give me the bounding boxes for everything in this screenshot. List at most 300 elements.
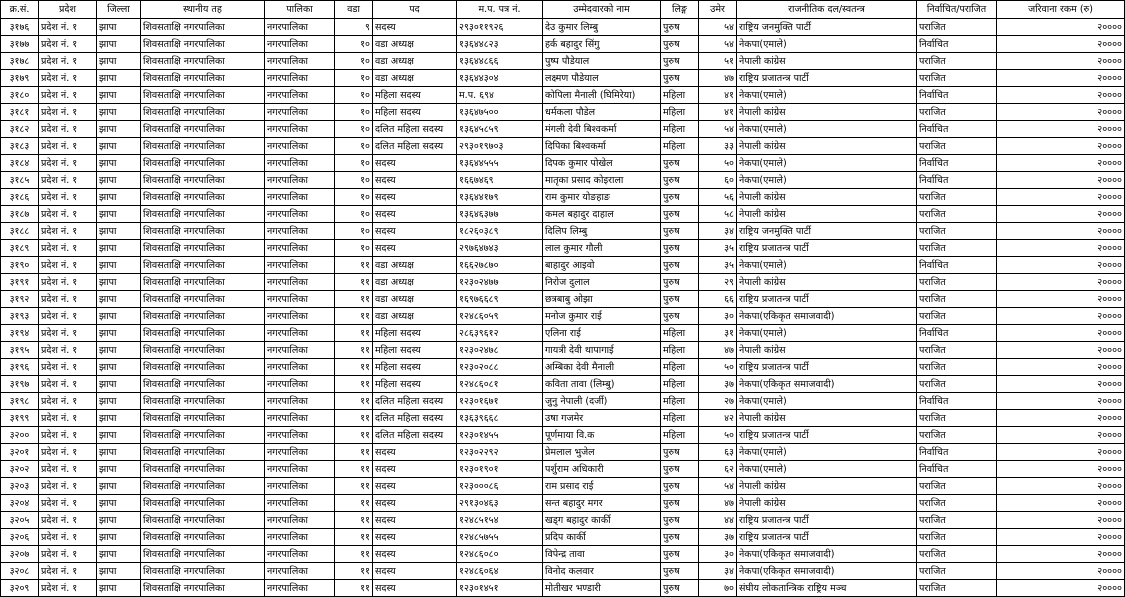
cell-result: पराजित <box>917 291 997 308</box>
table-body <box>1 19 1125 597</box>
cell-candidate-name: निरोज दुलाल <box>543 274 661 291</box>
cell-fine: २०००० <box>997 274 1125 291</box>
cell-ward: ११ <box>335 342 373 359</box>
cell-fine: २०००० <box>997 376 1125 393</box>
cell-gender: महिला <box>661 104 699 121</box>
cell-district: झापा <box>97 172 141 189</box>
cell-gender: पुरुष <box>661 206 699 223</box>
table-row <box>1 427 1125 444</box>
cell-post: दलित महिला सदस्य <box>373 138 457 155</box>
cell-local-level: शिवसताक्षि नगरपालिका <box>141 376 265 393</box>
cell-ward: ११ <box>335 444 373 461</box>
cell-result: पराजित <box>917 189 997 206</box>
header-district: जिल्ला <box>97 1 141 19</box>
cell-gender: पुरुष <box>661 155 699 172</box>
cell-age: ५८ <box>699 206 737 223</box>
cell-municipality-type: नगरपालिका <box>265 342 335 359</box>
cell-local-level: शिवसताक्षि नगरपालिका <box>141 580 265 597</box>
cell-result: निर्वाचित <box>917 172 997 189</box>
cell-fine: २०००० <box>997 291 1125 308</box>
cell-municipality-type: नगरपालिका <box>265 461 335 478</box>
cell-district: झापा <box>97 444 141 461</box>
cell-local-level: शिवसताक्षि नगरपालिका <box>141 427 265 444</box>
cell-municipality-type: नगरपालिका <box>265 70 335 87</box>
cell-gender: महिला <box>661 427 699 444</box>
cell-fine: २०००० <box>997 444 1125 461</box>
cell-district: झापा <box>97 546 141 563</box>
cell-post: सदस्य <box>373 478 457 495</box>
cell-party: नेकपा(एमाले) <box>737 87 917 104</box>
cell-party: नेकपा(एकिकृत समाजवादी) <box>737 546 917 563</box>
cell-municipality-type: नगरपालिका <box>265 393 335 410</box>
table-row <box>1 223 1125 240</box>
cell-gender: पुरुष <box>661 53 699 70</box>
cell-candidate-name: राम प्रसाद राई <box>543 478 661 495</box>
cell-local-level: शिवसताक्षि नगरपालिका <box>141 342 265 359</box>
cell-fine: २०००० <box>997 359 1125 376</box>
cell-municipality-type: नगरपालिका <box>265 104 335 121</box>
table-row <box>1 461 1125 478</box>
cell-province: प्रदेश नं. १ <box>39 376 97 393</box>
cell-party: नेकपा(एकिकृत समाजवादी) <box>737 308 917 325</box>
cell-ward: ११ <box>335 512 373 529</box>
table-row <box>1 393 1125 410</box>
cell-municipality-type: नगरपालिका <box>265 546 335 563</box>
cell-party: नेकपा(एकिकृत समाजवादी) <box>737 376 917 393</box>
cell-province: प्रदेश नं. १ <box>39 291 97 308</box>
cell-serial: ३२०२ <box>1 461 39 478</box>
cell-district: झापा <box>97 155 141 172</box>
cell-party: राष्ट्रिय जनमुक्ति पार्टी <box>737 223 917 240</box>
cell-age: ६६ <box>699 291 737 308</box>
table-row <box>1 257 1125 274</box>
cell-age: ३० <box>699 308 737 325</box>
cell-result: पराजित <box>917 529 997 546</box>
cell-result: पराजित <box>917 342 997 359</box>
header-result: निर्वाचित/पराजित <box>917 1 997 19</box>
cell-fine: २०००० <box>997 580 1125 597</box>
cell-voter-id: २९७६४७४३ <box>457 240 543 257</box>
cell-municipality-type: नगरपालिका <box>265 274 335 291</box>
cell-candidate-name: दिपक कुमार पोखेल <box>543 155 661 172</box>
cell-district: झापा <box>97 274 141 291</box>
cell-gender: पुरुष <box>661 19 699 36</box>
cell-serial: ३१८७ <box>1 206 39 223</box>
cell-ward: ११ <box>335 580 373 597</box>
cell-gender: पुरुष <box>661 36 699 53</box>
cell-age: ४७ <box>699 70 737 87</box>
cell-district: झापा <box>97 138 141 155</box>
cell-fine: २०००० <box>997 308 1125 325</box>
cell-municipality-type: नगरपालिका <box>265 325 335 342</box>
cell-candidate-name: राम कुमार योङहाङ <box>543 189 661 206</box>
cell-result: पराजित <box>917 580 997 597</box>
cell-municipality-type: नगरपालिका <box>265 121 335 138</box>
cell-local-level: शिवसताक्षि नगरपालिका <box>141 172 265 189</box>
cell-post: वडा अध्यक्ष <box>373 257 457 274</box>
cell-fine: २०००० <box>997 36 1125 53</box>
cell-municipality-type: नगरपालिका <box>265 240 335 257</box>
cell-fine: २०००० <box>997 461 1125 478</box>
cell-district: झापा <box>97 529 141 546</box>
cell-district: झापा <box>97 240 141 257</box>
cell-local-level: शिवसताक्षि नगरपालिका <box>141 512 265 529</box>
cell-local-level: शिवसताक्षि नगरपालिका <box>141 291 265 308</box>
cell-result: पराजित <box>917 223 997 240</box>
cell-post: सदस्य <box>373 240 457 257</box>
cell-age: ७० <box>699 580 737 597</box>
cell-candidate-name: प्रदिप कार्की <box>543 529 661 546</box>
cell-voter-id: १३६३९६६८ <box>457 410 543 427</box>
cell-gender: महिला <box>661 359 699 376</box>
cell-candidate-name: धर्मकला पौडेल <box>543 104 661 121</box>
cell-local-level: शिवसताक्षि नगरपालिका <box>141 308 265 325</box>
cell-municipality-type: नगरपालिका <box>265 512 335 529</box>
cell-municipality-type: नगरपालिका <box>265 155 335 172</box>
cell-fine: २०००० <box>997 138 1125 155</box>
cell-local-level: शिवसताक्षि नगरपालिका <box>141 325 265 342</box>
cell-local-level: शिवसताक्षि नगरपालिका <box>141 189 265 206</box>
cell-party: नेकपा(एमाले) <box>737 444 917 461</box>
cell-serial: ३१९९ <box>1 410 39 427</box>
cell-gender: महिला <box>661 138 699 155</box>
cell-municipality-type: नगरपालिका <box>265 563 335 580</box>
cell-voter-id: १२३०१४५१ <box>457 580 543 597</box>
cell-district: झापा <box>97 478 141 495</box>
cell-gender: पुरुष <box>661 189 699 206</box>
cell-result: निर्वाचित <box>917 121 997 138</box>
table-row <box>1 529 1125 546</box>
table-row <box>1 240 1125 257</box>
cell-local-level: शिवसताक्षि नगरपालिका <box>141 393 265 410</box>
cell-province: प्रदेश नं. १ <box>39 87 97 104</box>
cell-gender: पुरुष <box>661 580 699 597</box>
table-row <box>1 172 1125 189</box>
header-age: उमेर <box>699 1 737 19</box>
cell-party: राष्ट्रिय प्रजातन्त्र पार्टी <box>737 70 917 87</box>
cell-age: ५४ <box>699 478 737 495</box>
cell-age: ५० <box>699 359 737 376</box>
cell-party: नेकपा(एकिकृत समाजवादी) <box>737 563 917 580</box>
cell-gender: पुरुष <box>661 308 699 325</box>
cell-ward: १० <box>335 206 373 223</box>
cell-age: ४१ <box>699 87 737 104</box>
cell-candidate-name: एलिना राई <box>543 325 661 342</box>
cell-candidate-name: दिलिप लिम्बु <box>543 223 661 240</box>
cell-fine: २०००० <box>997 546 1125 563</box>
cell-serial: ३१९५ <box>1 342 39 359</box>
cell-voter-id: १३६४७५०० <box>457 104 543 121</box>
cell-serial: ३२०१ <box>1 444 39 461</box>
cell-ward: १० <box>335 121 373 138</box>
cell-local-level: शिवसताक्षि नगरपालिका <box>141 410 265 427</box>
cell-voter-id: १६६७४६९ <box>457 172 543 189</box>
table-row <box>1 19 1125 36</box>
table-row <box>1 359 1125 376</box>
cell-serial: ३१९२ <box>1 291 39 308</box>
cell-province: प्रदेश नं. १ <box>39 53 97 70</box>
cell-serial: ३१८२ <box>1 121 39 138</box>
cell-age: ६० <box>699 172 737 189</box>
table-row <box>1 104 1125 121</box>
cell-municipality-type: नगरपालिका <box>265 444 335 461</box>
header-voter-id: म.प. पत्र नं. <box>457 1 543 19</box>
cell-age: ३७ <box>699 529 737 546</box>
cell-district: झापा <box>97 376 141 393</box>
cell-post: दलित महिला सदस्य <box>373 121 457 138</box>
table-row <box>1 291 1125 308</box>
cell-party: राष्ट्रिय प्रजातन्त्र पार्टी <box>737 512 917 529</box>
cell-local-level: शिवसताक्षि नगरपालिका <box>141 206 265 223</box>
cell-voter-id: १२३०२४७७ <box>457 274 543 291</box>
cell-gender: महिला <box>661 325 699 342</box>
header-local-level: स्थानीय तह <box>141 1 265 19</box>
cell-gender: पुरुष <box>661 495 699 512</box>
cell-local-level: शिवसताक्षि नगरपालिका <box>141 444 265 461</box>
cell-post: सदस्य <box>373 155 457 172</box>
cell-candidate-name: मंगली देवी बिश्वकर्मा <box>543 121 661 138</box>
cell-voter-id: १३६४४८२३ <box>457 36 543 53</box>
cell-post: सदस्य <box>373 19 457 36</box>
cell-candidate-name: खड्ग बहादुर कार्की <box>543 512 661 529</box>
cell-local-level: शिवसताक्षि नगरपालिका <box>141 359 265 376</box>
cell-district: झापा <box>97 189 141 206</box>
cell-voter-id: १८२६०३८९ <box>457 223 543 240</box>
cell-province: प्रदेश नं. १ <box>39 393 97 410</box>
cell-candidate-name: लाल कुमार गौली <box>543 240 661 257</box>
cell-province: प्रदेश नं. १ <box>39 206 97 223</box>
cell-fine: २०००० <box>997 53 1125 70</box>
table-row <box>1 189 1125 206</box>
cell-serial: ३१८५ <box>1 172 39 189</box>
cell-local-level: शिवसताक्षि नगरपालिका <box>141 223 265 240</box>
cell-result: निर्वाचित <box>917 257 997 274</box>
cell-candidate-name: पुष्प पौडेयाल <box>543 53 661 70</box>
cell-result: पराजित <box>917 274 997 291</box>
cell-serial: ३१७९ <box>1 70 39 87</box>
cell-serial: ३२०४ <box>1 495 39 512</box>
cell-serial: ३२०९ <box>1 580 39 597</box>
cell-municipality-type: नगरपालिका <box>265 36 335 53</box>
cell-ward: १० <box>335 172 373 189</box>
cell-post: वडा अध्यक्ष <box>373 308 457 325</box>
cell-party: नेकपा(एमाले) <box>737 325 917 342</box>
header-post: पद <box>373 1 457 19</box>
cell-province: प्रदेश नं. १ <box>39 155 97 172</box>
cell-candidate-name: कमल बहादुर दाहाल <box>543 206 661 223</box>
cell-result: पराजित <box>917 376 997 393</box>
cell-post: महिला सदस्य <box>373 325 457 342</box>
cell-municipality-type: नगरपालिका <box>265 206 335 223</box>
cell-province: प्रदेश नं. १ <box>39 223 97 240</box>
cell-age: ३७ <box>699 376 737 393</box>
cell-gender: महिला <box>661 376 699 393</box>
table-row <box>1 274 1125 291</box>
cell-ward: १० <box>335 223 373 240</box>
table-row <box>1 36 1125 53</box>
cell-post: महिला सदस्य <box>373 359 457 376</box>
cell-candidate-name: कोपिला मैनाली (घिमिरेया) <box>543 87 661 104</box>
cell-result: पराजित <box>917 512 997 529</box>
cell-result: निर्वाचित <box>917 393 997 410</box>
cell-gender: पुरुष <box>661 461 699 478</box>
cell-serial: ३२०३ <box>1 478 39 495</box>
cell-result: पराजित <box>917 206 997 223</box>
cell-result: निर्वाचित <box>917 325 997 342</box>
cell-voter-id: १२४८६०५९ <box>457 308 543 325</box>
cell-ward: ११ <box>335 410 373 427</box>
cell-municipality-type: नगरपालिका <box>265 410 335 427</box>
cell-post: सदस्य <box>373 495 457 512</box>
cell-voter-id: २९३०१९७०३ <box>457 138 543 155</box>
cell-serial: ३२०६ <box>1 529 39 546</box>
cell-gender: पुरुष <box>661 563 699 580</box>
cell-post: वडा अध्यक्ष <box>373 36 457 53</box>
cell-result: पराजित <box>917 240 997 257</box>
table-row <box>1 512 1125 529</box>
cell-gender: महिला <box>661 393 699 410</box>
table-row <box>1 206 1125 223</box>
cell-province: प्रदेश नं. १ <box>39 478 97 495</box>
header-fine: जरिवाना रकम (रु) <box>997 1 1125 19</box>
cell-gender: पुरुष <box>661 223 699 240</box>
cell-fine: २०००० <box>997 529 1125 546</box>
cell-age: ५६ <box>699 189 737 206</box>
cell-province: प्रदेश नं. १ <box>39 359 97 376</box>
cell-serial: ३१८६ <box>1 189 39 206</box>
cell-candidate-name: पर्शुराम अधिकारी <box>543 461 661 478</box>
cell-district: झापा <box>97 36 141 53</box>
cell-serial: ३१८० <box>1 87 39 104</box>
table-row <box>1 121 1125 138</box>
table-row <box>1 155 1125 172</box>
header-municipality-type: पालिका <box>265 1 335 19</box>
cell-candidate-name: गायत्री देवी थापागाई <box>543 342 661 359</box>
cell-post: सदस्य <box>373 189 457 206</box>
cell-province: प्रदेश नं. १ <box>39 512 97 529</box>
cell-fine: २०००० <box>997 70 1125 87</box>
cell-party: राष्ट्रिय प्रजातन्त्र पार्टी <box>737 291 917 308</box>
cell-voter-id: १६९७६६८९ <box>457 291 543 308</box>
cell-post: सदस्य <box>373 223 457 240</box>
cell-voter-id: १३६४४३०४ <box>457 70 543 87</box>
cell-voter-id: १२४८५१५४ <box>457 512 543 529</box>
cell-fine: २०००० <box>997 342 1125 359</box>
cell-local-level: शिवसताक्षि नगरपालिका <box>141 87 265 104</box>
cell-result: निर्वाचित <box>917 444 997 461</box>
cell-party: संघीय लोकतान्त्रिक राष्ट्रिय मञ्च <box>737 580 917 597</box>
cell-province: प्रदेश नं. १ <box>39 342 97 359</box>
cell-municipality-type: नगरपालिका <box>265 19 335 36</box>
cell-local-level: शिवसताक्षि नगरपालिका <box>141 546 265 563</box>
cell-district: झापा <box>97 512 141 529</box>
cell-ward: ११ <box>335 376 373 393</box>
cell-age: ३१ <box>699 325 737 342</box>
cell-party: राष्ट्रिय जनमुक्ति पार्टी <box>737 19 917 36</box>
cell-post: वडा अध्यक्ष <box>373 291 457 308</box>
cell-fine: २०००० <box>997 257 1125 274</box>
cell-age: ५० <box>699 155 737 172</box>
cell-candidate-name: बाहादुर आइवो <box>543 257 661 274</box>
cell-municipality-type: नगरपालिका <box>265 257 335 274</box>
cell-candidate-name: विपेन्द्र तावा <box>543 546 661 563</box>
cell-post: वडा अध्यक्ष <box>373 274 457 291</box>
cell-party: राष्ट्रिय प्रजातन्त्र पार्टी <box>737 529 917 546</box>
cell-district: झापा <box>97 87 141 104</box>
cell-gender: पुरुष <box>661 512 699 529</box>
cell-candidate-name: देउ कुमार लिम्बु <box>543 19 661 36</box>
cell-ward: ११ <box>335 546 373 563</box>
cell-voter-id: १२३०२०८८ <box>457 359 543 376</box>
cell-district: झापा <box>97 410 141 427</box>
cell-post: वडा अध्यक्ष <box>373 70 457 87</box>
cell-gender: पुरुष <box>661 291 699 308</box>
cell-party: नेपाली कांग्रेस <box>737 342 917 359</box>
cell-ward: १० <box>335 36 373 53</box>
cell-post: सदस्य <box>373 529 457 546</box>
cell-province: प्रदेश नं. १ <box>39 529 97 546</box>
cell-gender: पुरुष <box>661 172 699 189</box>
cell-age: ४७ <box>699 342 737 359</box>
cell-post: वडा अध्यक्ष <box>373 53 457 70</box>
cell-serial: ३२०८ <box>1 563 39 580</box>
cell-serial: ३१८३ <box>1 138 39 155</box>
cell-serial: ३२०५ <box>1 512 39 529</box>
header-serial: क्र.सं. <box>1 1 39 19</box>
cell-result: पराजित <box>917 427 997 444</box>
cell-local-level: शिवसताक्षि नगरपालिका <box>141 274 265 291</box>
header-candidate-name: उम्मेदवारको नाम <box>543 1 661 19</box>
cell-voter-id: १२३०१४५५ <box>457 427 543 444</box>
cell-voter-id: १२४८६०८० <box>457 546 543 563</box>
cell-province: प्रदेश नं. १ <box>39 308 97 325</box>
cell-serial: ३१९३ <box>1 308 39 325</box>
cell-fine: २०००० <box>997 104 1125 121</box>
cell-age: ५० <box>699 427 737 444</box>
cell-party: राष्ट्रिय प्रजातन्त्र पार्टी <box>737 427 917 444</box>
cell-district: झापा <box>97 70 141 87</box>
cell-ward: ११ <box>335 325 373 342</box>
cell-fine: २०००० <box>997 19 1125 36</box>
cell-gender: पुरुष <box>661 240 699 257</box>
cell-district: झापा <box>97 19 141 36</box>
cell-local-level: शिवसताक्षि नगरपालिका <box>141 529 265 546</box>
cell-result: पराजित <box>917 495 997 512</box>
cell-party: नेकपा(एमाले) <box>737 36 917 53</box>
cell-municipality-type: नगरपालिका <box>265 291 335 308</box>
cell-district: झापा <box>97 206 141 223</box>
cell-age: ३० <box>699 546 737 563</box>
cell-voter-id: १२४८६०८१ <box>457 376 543 393</box>
cell-ward: ११ <box>335 291 373 308</box>
cell-province: प्रदेश नं. १ <box>39 19 97 36</box>
cell-party: नेपाली कांग्रेस <box>737 478 917 495</box>
cell-municipality-type: नगरपालिका <box>265 359 335 376</box>
cell-ward: ११ <box>335 563 373 580</box>
table-row <box>1 580 1125 597</box>
table-row <box>1 410 1125 427</box>
cell-age: ३४ <box>699 223 737 240</box>
table-row <box>1 376 1125 393</box>
cell-gender: पुरुष <box>661 478 699 495</box>
cell-voter-id: १२३०२४७८ <box>457 342 543 359</box>
cell-province: प्रदेश नं. १ <box>39 461 97 478</box>
cell-post: सदस्य <box>373 444 457 461</box>
cell-age: ४७ <box>699 495 737 512</box>
cell-party: नेपाली कांग्रेस <box>737 206 917 223</box>
cell-serial: ३१९८ <box>1 393 39 410</box>
cell-result: पराजित <box>917 410 997 427</box>
